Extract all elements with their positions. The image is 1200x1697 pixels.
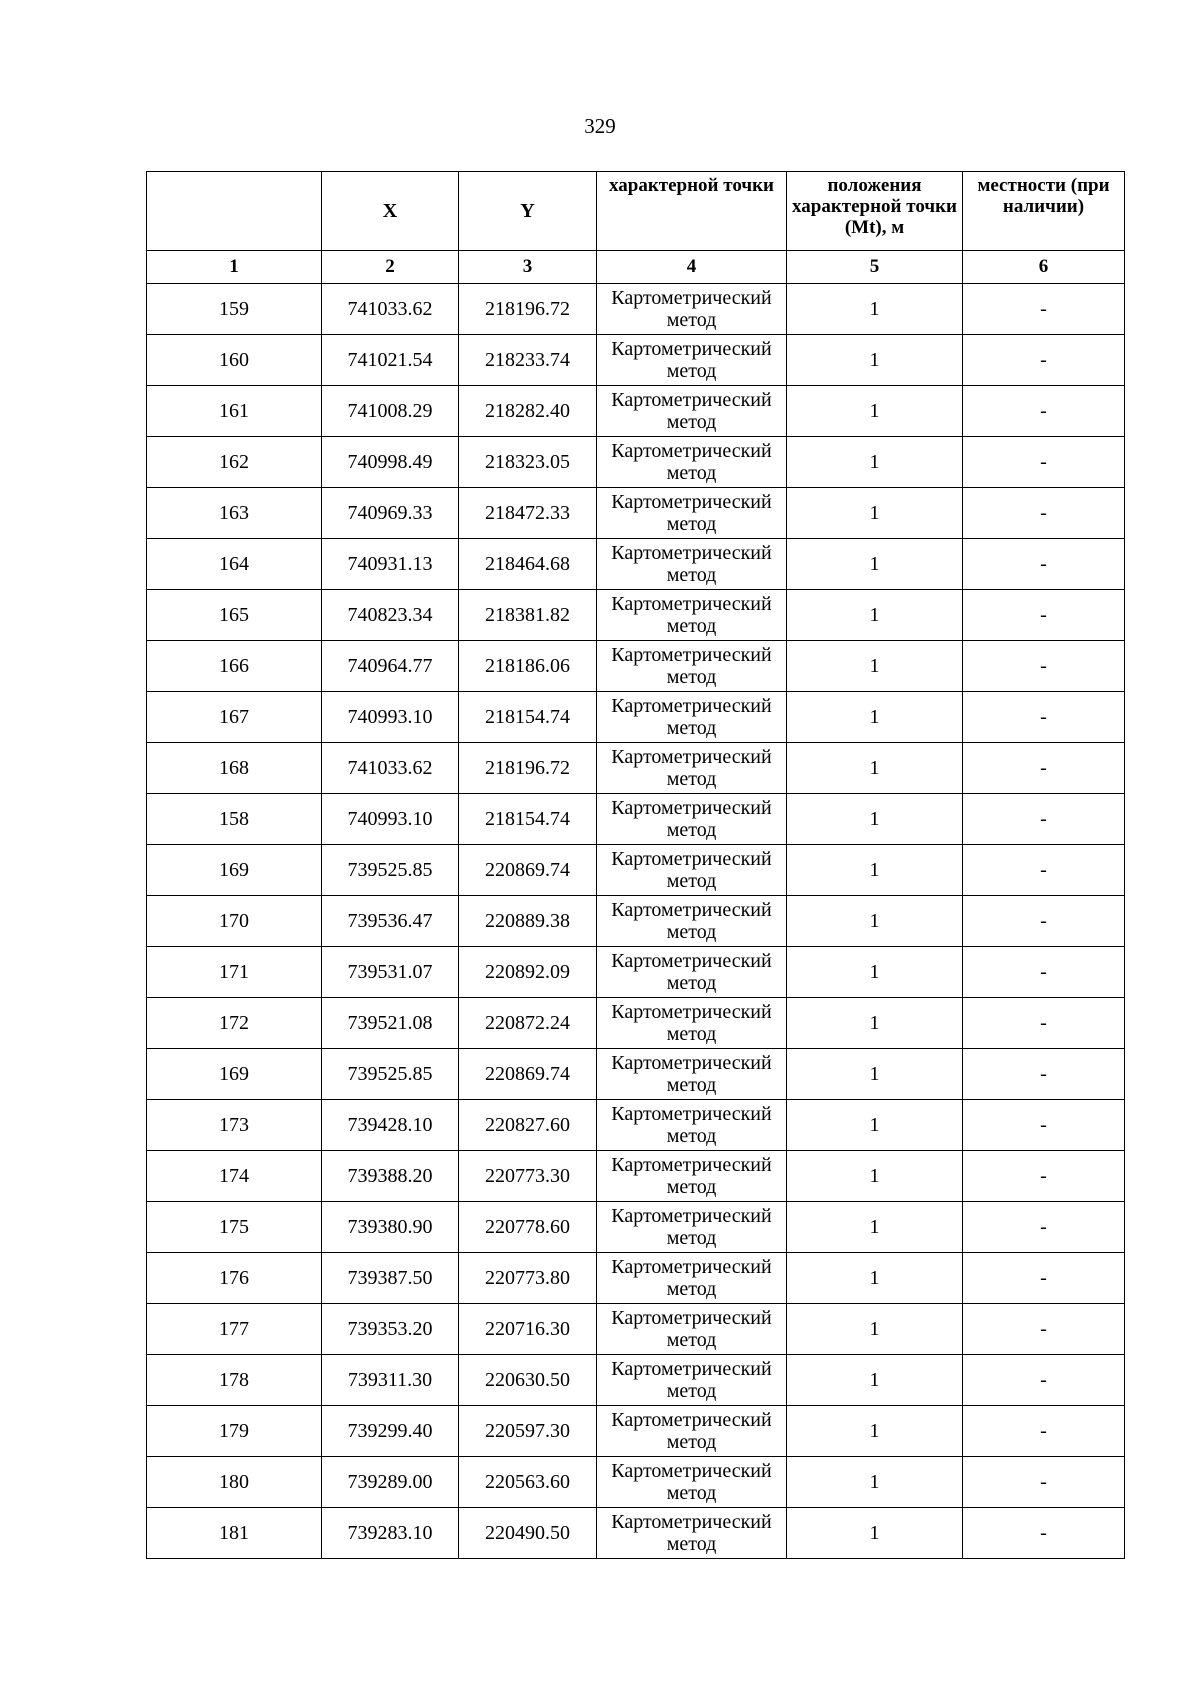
y-coordinate-cell: 220872.24 [459,998,597,1049]
method-cell: Картометрический метод [597,1049,787,1100]
x-coordinate-cell: 741033.62 [322,284,459,335]
method-cell: Картометрический метод [597,539,787,590]
table-row [147,1508,1125,1559]
table-row [147,1151,1125,1202]
table-body [147,284,1125,1559]
table-row [147,641,1125,692]
method-cell: Картометрический метод [597,1202,787,1253]
method-cell: Картометрический метод [597,1253,787,1304]
accuracy-cell: 1 [787,284,963,335]
y-coordinate-cell: 218154.74 [459,794,597,845]
point-number-cell: 174 [147,1151,322,1202]
method-cell: Картометрический метод [597,896,787,947]
point-number-cell: 161 [147,386,322,437]
coordinates-table [146,171,1125,1559]
header-cell-description: местности (при наличии) [963,172,1125,251]
point-number-cell: 169 [147,1049,322,1100]
method-cell: Картометрический метод [597,1304,787,1355]
x-coordinate-cell: 739428.10 [322,1100,459,1151]
method-cell: Картометрический метод [597,335,787,386]
point-number-cell: 180 [147,1457,322,1508]
point-number-cell: 179 [147,1406,322,1457]
x-coordinate-cell: 740998.49 [322,437,459,488]
method-cell: Картометрический метод [597,590,787,641]
accuracy-cell: 1 [787,896,963,947]
y-coordinate-cell: 218464.68 [459,539,597,590]
table-row [147,998,1125,1049]
description-cell: - [963,1202,1125,1253]
x-coordinate-cell: 741033.62 [322,743,459,794]
header-cell-y: Y [459,172,597,251]
description-cell: - [963,947,1125,998]
method-cell: Картометрический метод [597,998,787,1049]
x-coordinate-cell: 739311.30 [322,1355,459,1406]
point-number-cell: 158 [147,794,322,845]
point-number-cell: 160 [147,335,322,386]
accuracy-cell: 1 [787,1406,963,1457]
accuracy-cell: 1 [787,386,963,437]
column-number: 4 [597,251,787,284]
method-cell: Картометрический метод [597,947,787,998]
method-cell: Картометрический метод [597,1457,787,1508]
table-row [147,1049,1125,1100]
y-coordinate-cell: 218196.72 [459,743,597,794]
method-cell: Картометрический метод [597,794,787,845]
description-cell: - [963,845,1125,896]
accuracy-cell: 1 [787,335,963,386]
description-cell: - [963,1100,1125,1151]
header-cell-x: X [322,172,459,251]
point-number-cell: 159 [147,284,322,335]
table-row [147,335,1125,386]
accuracy-cell: 1 [787,539,963,590]
accuracy-cell: 1 [787,743,963,794]
method-cell: Картометрический метод [597,1151,787,1202]
table-row [147,1253,1125,1304]
description-cell: - [963,1049,1125,1100]
y-coordinate-cell: 220563.60 [459,1457,597,1508]
x-coordinate-cell: 741021.54 [322,335,459,386]
accuracy-cell: 1 [787,1457,963,1508]
accuracy-cell: 1 [787,1508,963,1559]
point-number-cell: 165 [147,590,322,641]
description-cell: - [963,590,1125,641]
x-coordinate-cell: 740969.33 [322,488,459,539]
x-coordinate-cell: 739353.20 [322,1304,459,1355]
x-coordinate-cell: 739536.47 [322,896,459,947]
table-row [147,539,1125,590]
point-number-cell: 168 [147,743,322,794]
x-coordinate-cell: 739387.50 [322,1253,459,1304]
method-cell: Картометрический метод [597,1406,787,1457]
point-number-cell: 164 [147,539,322,590]
column-number: 1 [147,251,322,284]
column-number-row [147,251,1125,284]
header-cell-accuracy: положения характерной точки (Mt), м [787,172,963,251]
point-number-cell: 176 [147,1253,322,1304]
accuracy-cell: 1 [787,1355,963,1406]
x-coordinate-cell: 739283.10 [322,1508,459,1559]
table-row [147,1406,1125,1457]
x-coordinate-cell: 739525.85 [322,1049,459,1100]
method-cell: Картометрический метод [597,386,787,437]
accuracy-cell: 1 [787,641,963,692]
description-cell: - [963,539,1125,590]
x-coordinate-cell: 740931.13 [322,539,459,590]
point-number-cell: 172 [147,998,322,1049]
description-cell: - [963,437,1125,488]
accuracy-cell: 1 [787,1049,963,1100]
x-coordinate-cell: 741008.29 [322,386,459,437]
header-cell [147,172,322,251]
y-coordinate-cell: 220869.74 [459,1049,597,1100]
y-coordinate-cell: 218233.74 [459,335,597,386]
table-row [147,1355,1125,1406]
x-coordinate-cell: 739531.07 [322,947,459,998]
point-number-cell: 173 [147,1100,322,1151]
y-coordinate-cell: 218282.40 [459,386,597,437]
method-cell: Картометрический метод [597,488,787,539]
point-number-cell: 166 [147,641,322,692]
description-cell: - [963,1304,1125,1355]
column-number: 3 [459,251,597,284]
accuracy-cell: 1 [787,1151,963,1202]
y-coordinate-cell: 218323.05 [459,437,597,488]
x-coordinate-cell: 739521.08 [322,998,459,1049]
table-row [147,845,1125,896]
description-cell: - [963,1151,1125,1202]
table-row [147,1202,1125,1253]
y-coordinate-cell: 220889.38 [459,896,597,947]
y-coordinate-cell: 218196.72 [459,284,597,335]
column-number: 2 [322,251,459,284]
x-coordinate-cell: 740993.10 [322,794,459,845]
accuracy-cell: 1 [787,998,963,1049]
accuracy-cell: 1 [787,488,963,539]
point-number-cell: 177 [147,1304,322,1355]
description-cell: - [963,743,1125,794]
x-coordinate-cell: 739525.85 [322,845,459,896]
y-coordinate-cell: 220892.09 [459,947,597,998]
y-coordinate-cell: 218381.82 [459,590,597,641]
y-coordinate-cell: 220773.80 [459,1253,597,1304]
description-cell: - [963,641,1125,692]
x-coordinate-cell: 739289.00 [322,1457,459,1508]
description-cell: - [963,794,1125,845]
page-number: 329 [584,114,616,138]
point-number-cell: 169 [147,845,322,896]
table-row [147,743,1125,794]
description-cell: - [963,335,1125,386]
point-number-cell: 175 [147,1202,322,1253]
accuracy-cell: 1 [787,845,963,896]
method-cell: Картометрический метод [597,1355,787,1406]
accuracy-cell: 1 [787,1253,963,1304]
column-number: 5 [787,251,963,284]
method-cell: Картометрический метод [597,437,787,488]
method-cell: Картометрический метод [597,1100,787,1151]
accuracy-cell: 1 [787,437,963,488]
table-row [147,284,1125,335]
point-number-cell: 167 [147,692,322,743]
x-coordinate-cell: 740964.77 [322,641,459,692]
description-cell: - [963,1253,1125,1304]
x-coordinate-cell: 740823.34 [322,590,459,641]
y-coordinate-cell: 220630.50 [459,1355,597,1406]
table-row [147,947,1125,998]
description-cell: - [963,1457,1125,1508]
description-cell: - [963,284,1125,335]
table-row [147,590,1125,641]
y-coordinate-cell: 220716.30 [459,1304,597,1355]
y-coordinate-cell: 220869.74 [459,845,597,896]
description-cell: - [963,692,1125,743]
point-number-cell: 162 [147,437,322,488]
point-number-cell: 170 [147,896,322,947]
table-row [147,1100,1125,1151]
accuracy-cell: 1 [787,1100,963,1151]
description-cell: - [963,896,1125,947]
y-coordinate-cell: 220597.30 [459,1406,597,1457]
table-row [147,896,1125,947]
x-coordinate-cell: 739299.40 [322,1406,459,1457]
table-row [147,488,1125,539]
y-coordinate-cell: 218472.33 [459,488,597,539]
x-coordinate-cell: 739380.90 [322,1202,459,1253]
y-coordinate-cell: 218186.06 [459,641,597,692]
accuracy-cell: 1 [787,692,963,743]
table-row [147,437,1125,488]
y-coordinate-cell: 220827.60 [459,1100,597,1151]
description-cell: - [963,1508,1125,1559]
description-cell: - [963,998,1125,1049]
accuracy-cell: 1 [787,590,963,641]
table-row [147,386,1125,437]
description-cell: - [963,386,1125,437]
method-cell: Картометрический метод [597,284,787,335]
accuracy-cell: 1 [787,947,963,998]
method-cell: Картометрический метод [597,1508,787,1559]
y-coordinate-cell: 218154.74 [459,692,597,743]
point-number-cell: 178 [147,1355,322,1406]
table-header-row [147,172,1125,251]
point-number-cell: 163 [147,488,322,539]
point-number-cell: 171 [147,947,322,998]
method-cell: Картометрический метод [597,692,787,743]
accuracy-cell: 1 [787,1202,963,1253]
y-coordinate-cell: 220490.50 [459,1508,597,1559]
table-row [147,1457,1125,1508]
method-cell: Картометрический метод [597,845,787,896]
accuracy-cell: 1 [787,794,963,845]
table-row [147,692,1125,743]
description-cell: - [963,488,1125,539]
description-cell: - [963,1406,1125,1457]
table-row [147,794,1125,845]
accuracy-cell: 1 [787,1304,963,1355]
description-cell: - [963,1355,1125,1406]
column-number: 6 [963,251,1125,284]
method-cell: Картометрический метод [597,743,787,794]
header-cell-method: характерной точки [597,172,787,251]
point-number-cell: 181 [147,1508,322,1559]
method-cell: Картометрический метод [597,641,787,692]
y-coordinate-cell: 220773.30 [459,1151,597,1202]
table-row [147,1304,1125,1355]
x-coordinate-cell: 739388.20 [322,1151,459,1202]
y-coordinate-cell: 220778.60 [459,1202,597,1253]
x-coordinate-cell: 740993.10 [322,692,459,743]
